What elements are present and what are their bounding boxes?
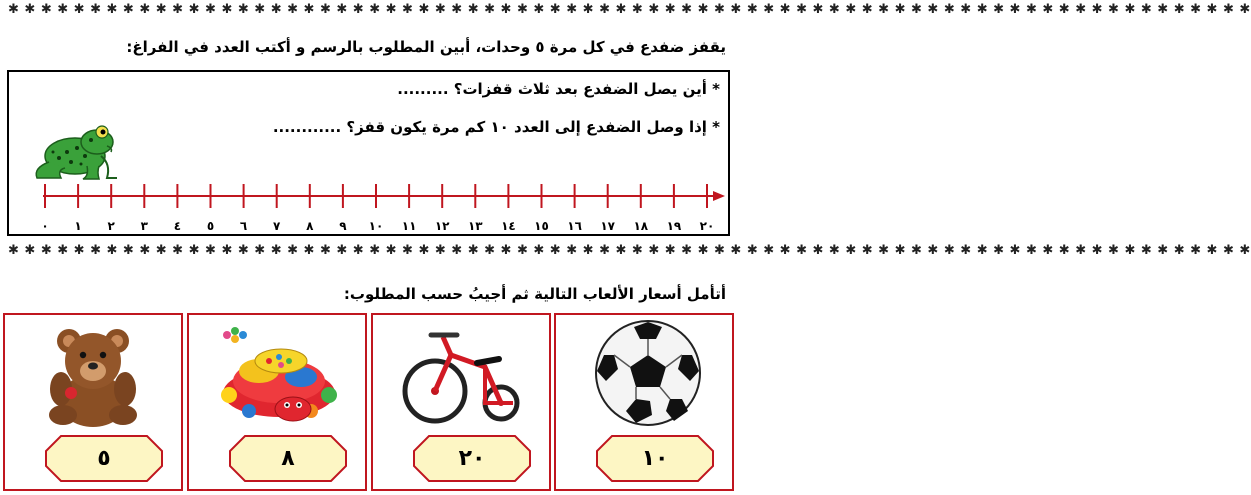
star-divider-middle: ✱ ✱ ✱ ✱ ✱ ✱ ✱ ✱ ✱ ✱ ✱ ✱ ✱ ✱ ✱ ✱ ✱ ✱ ✱ ✱ ✱ ✱ ✱ ✱ ✱ ✱ ✱ ✱ ✱ ✱ ✱ ✱ ✱ ✱ ✱ ✱ ✱ ✱ ✱ ✱ ✱ ✱ ✱ ✱ ✱ ✱ ✱ ✱ ✱ ✱ ✱ ✱ ✱ ✱ ✱ ✱ ✱ ✱ ✱ ✱ ✱ ✱ ✱ ✱ ✱ ✱ ✱ ✱ ✱ ✱ ✱ ✱ ✱ ✱ ✱ ✱ xyxy=(8,243,1251,258)
number-line-label: ٦ xyxy=(239,219,248,233)
exercise1-box xyxy=(7,70,730,236)
soccer-ball-icon xyxy=(556,315,732,430)
number-line-label: ١٦ xyxy=(567,219,582,233)
number-line-label: ٩ xyxy=(339,219,347,233)
star-divider-top: ✱ ✱ ✱ ✱ ✱ ✱ ✱ ✱ ✱ ✱ ✱ ✱ ✱ ✱ ✱ ✱ ✱ ✱ ✱ ✱ ✱ ✱ ✱ ✱ ✱ ✱ ✱ ✱ ✱ ✱ ✱ ✱ ✱ ✱ ✱ ✱ ✱ ✱ ✱ ✱ ✱ ✱ ✱ ✱ ✱ ✱ ✱ ✱ ✱ ✱ ✱ ✱ ✱ ✱ ✱ ✱ ✱ ✱ ✱ ✱ ✱ ✱ ✱ ✱ ✱ ✱ ✱ ✱ ✱ ✱ ✱ ✱ ✱ ✱ ✱ ✱ xyxy=(8,2,1251,17)
toy-card-soccer-ball xyxy=(554,313,734,491)
number-line-label: ٥ xyxy=(206,219,215,233)
exercise2-instruction: أتأمل أسعار الألعاب التالية ثم أجيبُ حسب المطلوب: xyxy=(343,285,726,303)
price-tag xyxy=(229,435,347,482)
number-line-label: ١٠ xyxy=(368,219,384,233)
number-line-label: ١٧ xyxy=(600,219,616,233)
price-value: ١٠ xyxy=(641,446,669,471)
toy-phone-icon xyxy=(189,315,365,430)
number-line-label: ١١ xyxy=(401,219,417,233)
number-line-label: ٧ xyxy=(273,219,281,233)
toy-card-tricycle xyxy=(371,313,551,491)
number-line-label: ١٢ xyxy=(434,219,450,233)
number-line-label: ١ xyxy=(74,219,82,233)
number-line-label: ١٣ xyxy=(467,219,483,233)
number-line-label: ٢٠ xyxy=(699,219,715,233)
number-line-label: ١٩ xyxy=(666,219,682,233)
toy-card-teddy-bear xyxy=(3,313,183,491)
number-line-label: ١٨ xyxy=(633,219,649,233)
price-tag xyxy=(596,435,714,482)
exercise1-instruction: يقفز ضفدع في كل مرة ٥ وحدات، أبين المطلوب بالرسم و أكتب العدد في الفراغ: xyxy=(126,38,726,56)
number-line-label: ١٤ xyxy=(501,219,516,233)
number-line-label: ٠ xyxy=(41,219,49,233)
toy-card-toy-phone xyxy=(187,313,367,491)
price-value: ٥ xyxy=(97,446,111,471)
question-1: * أين يصل الضفدع بعد ثلاث قفزات؟ ......... xyxy=(397,80,720,98)
price-value: ٢٠ xyxy=(458,446,486,471)
number-line-label: ٨ xyxy=(306,219,314,233)
number-line-label: ١٥ xyxy=(534,219,549,233)
number-line-label: ٣ xyxy=(140,219,148,233)
price-tag xyxy=(413,435,531,482)
price-value: ٨ xyxy=(281,446,295,471)
number-line xyxy=(9,72,728,234)
number-line-label: ٢ xyxy=(107,219,115,233)
toy-cards xyxy=(3,313,734,493)
tricycle-icon xyxy=(373,315,549,430)
number-line-label: ٤ xyxy=(173,219,182,233)
number-line-arrow-icon xyxy=(713,191,725,201)
price-tag xyxy=(45,435,163,482)
question-2: * إذا وصل الضفدع إلى العدد ١٠ كم مرة يكون قفز؟ ............ xyxy=(272,118,720,136)
teddy-bear-icon xyxy=(5,315,181,430)
